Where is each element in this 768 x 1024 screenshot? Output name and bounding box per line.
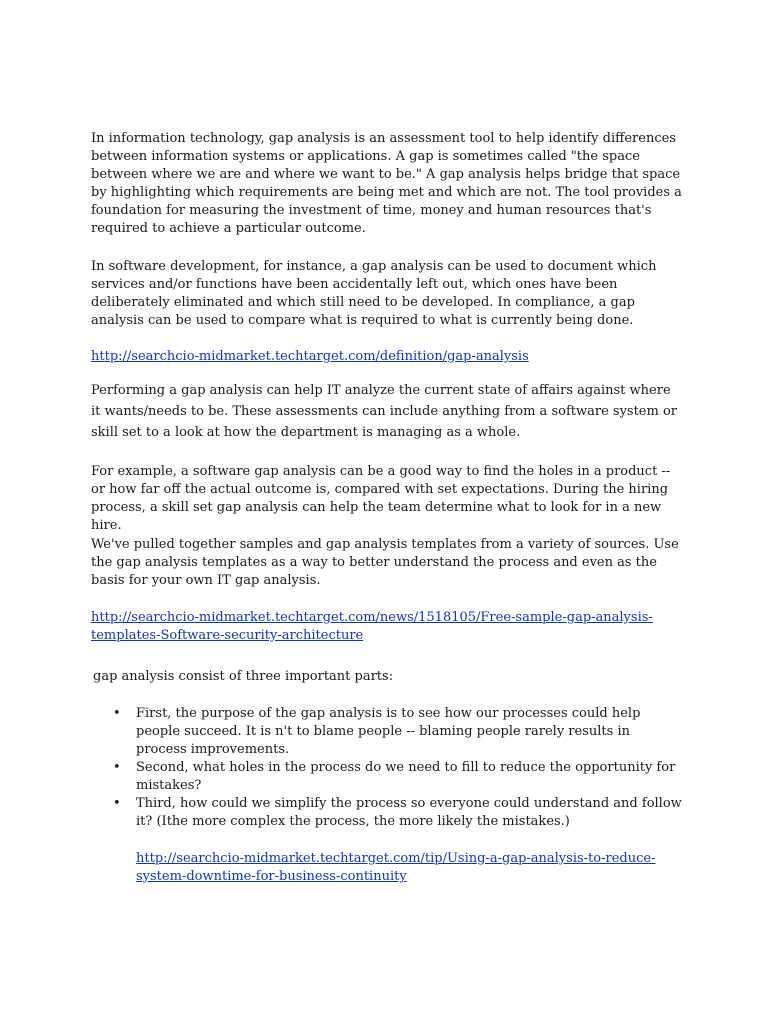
list-item xyxy=(91,705,683,759)
list-item xyxy=(91,759,683,795)
paragraph-parts-intro: gap analysis consist of three important parts: xyxy=(93,669,394,684)
list-item xyxy=(91,795,683,831)
paragraph-software-development: In software development, for instance, a gap analysis can be used to document which services and/or functions have been accidentally left out, which ones have been deliberately eliminated and which still need to be developed. In compliance, a gap analysis can be used to compare what is required to what is currently being done. xyxy=(91,259,657,328)
paragraph-performing-gap-analysis: Performing a gap analysis can help IT analyze the current state of affairs against where it wants/needs to be. These assessments can include anything from a software system or skill set to a look at how the department is managing as a whole. xyxy=(91,383,677,440)
list-item-text: Third, how could we simplify the process so everyone could understand and follow it? (Ithe more complex the process, the more likely the mistakes.) xyxy=(136,796,682,829)
paragraph-gap-analysis-definition: In information technology, gap analysis is an assessment tool to help identify differences between information systems or applications. A gap is sometimes called "the space between where we are and where we want to be." A gap analysis helps bridge that space by highlighting which requirements are being met and which are not. The tool provides a foundation for measuring the investment of time, money and human resources that's required to achieve a particular outcome. xyxy=(91,131,682,236)
link-definition-gap-analysis[interactable]: http://searchcio-midmarket.techtarget.com/definition/gap-analysis xyxy=(91,349,529,364)
bullet-icon: • xyxy=(113,796,121,811)
list-item-text: First, the purpose of the gap analysis is to see how our processes could help people succeed. It is n't to blame people -- blaming people rarely results in process improvements. xyxy=(136,706,641,757)
list-item-text: Second, what holes in the process do we need to fill to reduce the opportunity for mistakes? xyxy=(136,760,676,793)
bullet-icon: • xyxy=(113,760,121,775)
paragraph-example: For example, a software gap analysis can be a good way to find the holes in a product -- or how far off the actual outcome is, compared with set expectations. During the hiring process, a skill set gap analysis can help the team determine what to look for in a new hire. xyxy=(91,464,671,533)
paragraph-templates: We've pulled together samples and gap analysis templates from a variety of sources. Use the gap analysis templates as a way to better understand the process and even as the basis for your own IT gap analysis. xyxy=(91,537,679,588)
bullet-icon: • xyxy=(113,706,121,721)
link-sample-templates[interactable]: http://searchcio-midmarket.techtarget.com/news/1518105/Free-sample-gap-analysis-templates-Software-security-architecture xyxy=(91,610,653,643)
bullet-list xyxy=(91,705,683,831)
link-reduce-downtime[interactable]: http://searchcio-midmarket.techtarget.com/tip/Using-a-gap-analysis-to-reduce-system-downtime-for-business-continuity xyxy=(136,851,656,884)
